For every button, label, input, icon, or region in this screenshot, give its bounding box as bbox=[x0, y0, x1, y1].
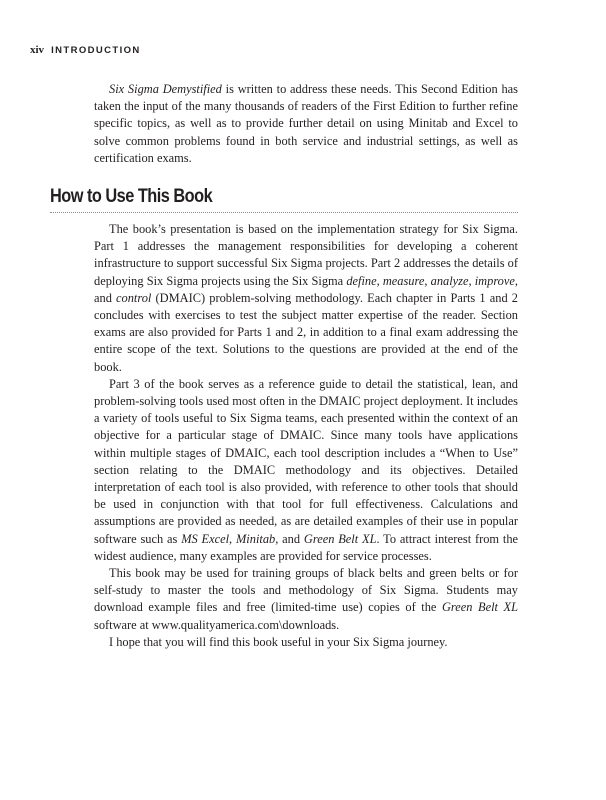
p1-text-a: The book’s presentation is based on the implementation strategy for Six Sigma. Part 1 addresses the management responsibilities for developing a coherent infrastructure to support successful Six Sigma projects. Part 2 addresses the details of deploying Six Sigma projects using the Six Sigma bbox=[94, 222, 518, 288]
p1-analyze: analyze bbox=[430, 273, 469, 288]
paragraph-training bbox=[94, 565, 518, 634]
p3-green-belt-xl: Green Belt XL bbox=[441, 600, 518, 615]
p1-define: define bbox=[346, 273, 377, 288]
paragraph-closing: I hope that you will find this book useful in your Six Sigma journey. bbox=[109, 634, 448, 649]
p1-improve: improve bbox=[474, 273, 515, 288]
p1-control: control bbox=[116, 290, 152, 305]
p2-sep2: , and bbox=[275, 531, 304, 546]
book-title: Six Sigma Demystified bbox=[109, 82, 222, 96]
paragraph-part3 bbox=[94, 376, 518, 565]
section-body bbox=[94, 221, 518, 651]
intro-paragraph-block bbox=[94, 81, 518, 167]
p2-text-a: Part 3 of the book serves as a reference guide to detail the statistical, lean, and problem-solving tools used most often in the DMAIC project deployment. It includes a variety of tools useful to Six Sigma teams, each presented within the context of an objective for a particular stage of DMAIC. Since many tools have applications within multiple stages of DMAIC, each tool description includes a “When to Use” section relating to the DMAIC methodology and its objectives. Detailed interpretation of each tool is also provided, with reference to other tools that should be used in conjunction with that tool for full effectiveness. Calculations and assumptions are provided as needed, as are detailed examples of their use in popular software such as bbox=[94, 376, 518, 546]
p1-sep3: , bbox=[468, 273, 475, 288]
p1-text-b: (DMAIC) problem-solving methodology. Each chapter in Parts 1 and 2 concludes with exercises to test the subject matter expertise of the reader. Section exams are also provided for Parts 1 and 2, in addition to a final exam addressing the entire scope of the text. Solutions to the questions are provided at the end of the book. bbox=[94, 290, 518, 374]
page-number: xiv bbox=[30, 44, 45, 56]
p1-sep4: , and bbox=[94, 273, 518, 305]
p3-text-b: software at www.qualityamerica.com\downloads. bbox=[94, 617, 340, 632]
p1-sep1: , bbox=[376, 273, 383, 288]
intro-paragraph bbox=[94, 81, 518, 167]
p2-minitab: Minitab bbox=[235, 531, 276, 546]
section-heading: How to Use This Book bbox=[50, 186, 213, 207]
p2-ms-excel: MS Excel bbox=[181, 531, 230, 546]
p1-sep2: , bbox=[424, 273, 431, 288]
heading-dotted-rule bbox=[50, 212, 518, 213]
running-title: INTRODUCTION bbox=[51, 45, 141, 56]
p3-text-a: This book may be used for training groups of black belts and green belts or for self-study to master the tools and methodology of Six Sigma. Students may download example files and free (limited-time use) copies of the bbox=[94, 566, 518, 615]
p2-text-b: . To attract interest from the widest audience, many examples are provided for service processes. bbox=[94, 531, 519, 563]
intro-text: is written to address these needs. This Second Edition has taken the input of the many thousands of readers of the First Edition to further refine specific topics, as well as to provide further detail on using Minitab and Excel to solve common problems found in both service and industrial settings, as well as certification exams. bbox=[94, 82, 519, 165]
p1-measure: measure bbox=[382, 273, 425, 288]
paragraph-presentation bbox=[94, 221, 518, 376]
running-header bbox=[30, 44, 141, 56]
p2-sep1: , bbox=[229, 531, 236, 546]
p2-green-belt-xl: Green Belt XL bbox=[303, 531, 377, 546]
